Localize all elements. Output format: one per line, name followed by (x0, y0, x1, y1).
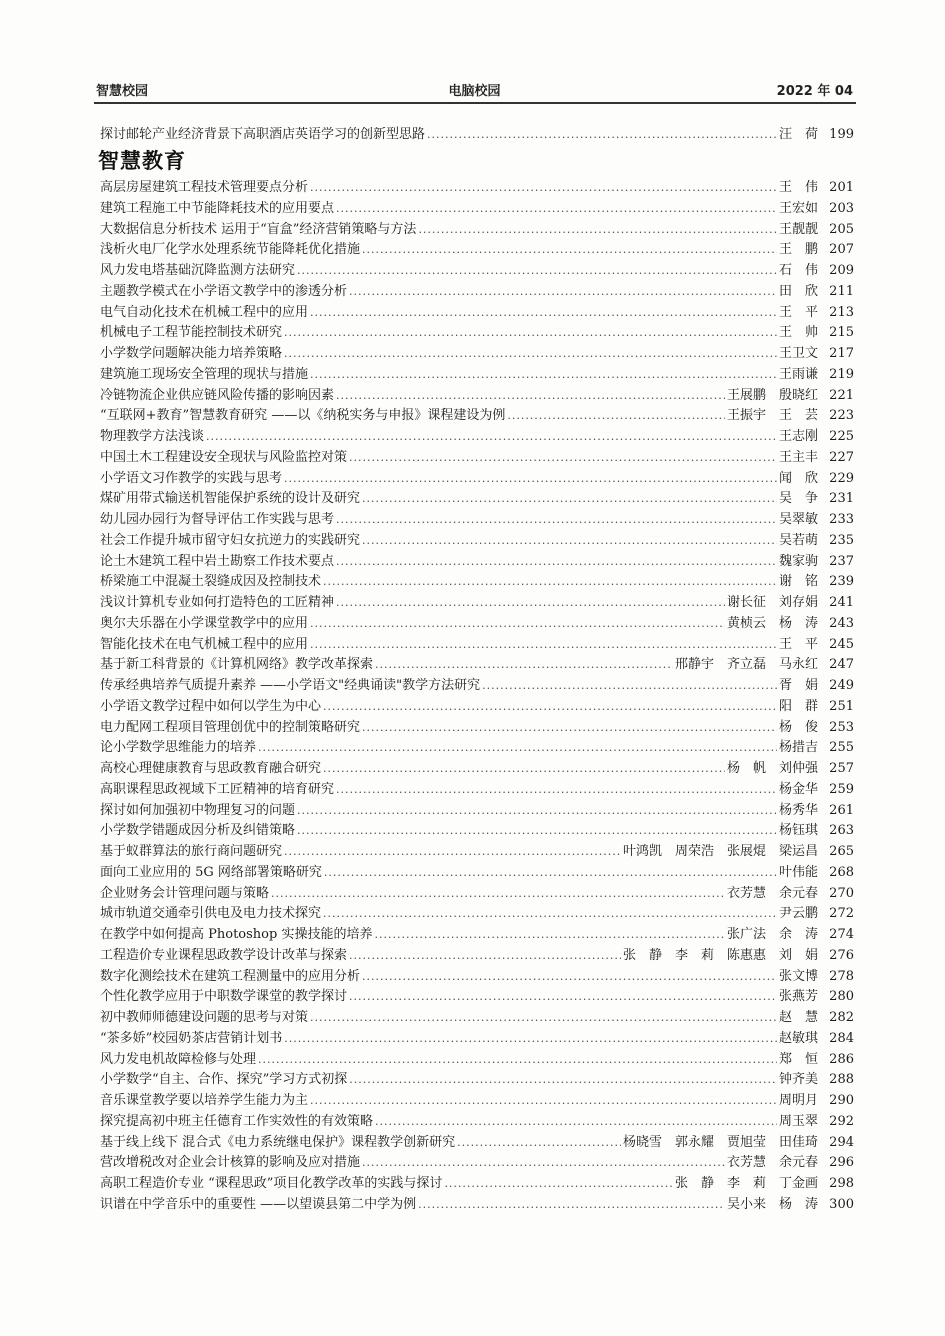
toc-page: 213 (829, 304, 854, 320)
toc-authors: 王主丰 (778, 449, 818, 465)
leader-dots (206, 427, 777, 448)
toc-row[interactable] (100, 1133, 854, 1154)
toc-title: 论土木建筑工程中岩土勘察工作技术要点 (100, 553, 335, 569)
toc-row[interactable] (100, 199, 854, 220)
toc-title: 高职工程造价专业 “课程思政”项目化教学改革的实践与探讨 (100, 1176, 443, 1191)
section-title: 智慧教育 (98, 149, 186, 173)
toc-title: 物理教学方法浅谈 (100, 429, 205, 444)
toc-authors: 杨秀华 (778, 802, 818, 818)
toc-title: 社会工作提升城市留守妇女抗逆力的实践研究 (100, 532, 361, 548)
toc-page: 249 (829, 678, 854, 693)
toc-row[interactable] (100, 1050, 854, 1071)
toc-page: 278 (829, 968, 854, 984)
leader-dots (375, 655, 673, 676)
leader-dots (349, 946, 621, 967)
toc-authors: 杨钰琪 (778, 823, 818, 839)
leader-dots (271, 884, 725, 905)
toc-authors: 叶鸿凯 周荣浩 张展焜 梁运昌 (622, 844, 818, 859)
toc-authors: 吴 争 (778, 491, 818, 507)
toc-page: 288 (829, 1072, 854, 1088)
toc-authors: 王 伟 (778, 180, 818, 195)
toc-row[interactable] (100, 1174, 854, 1195)
toc-page: 270 (829, 885, 854, 901)
toc-page: 294 (829, 1134, 854, 1150)
leader-dots (323, 759, 725, 780)
toc-title: 高职课程思政视域下工匠精神的培育研究 (100, 781, 335, 797)
toc-page: 251 (829, 698, 854, 714)
leader-dots (323, 904, 777, 925)
toc-row[interactable] (100, 469, 854, 490)
toc-authors: 钟齐美 (778, 1072, 818, 1088)
toc-title: 基于蚁群算法的旅行商问题研究 (100, 844, 283, 859)
toc-title: 风力发电机故障检修与处理 (100, 1051, 257, 1067)
leader-dots (284, 323, 777, 344)
toc-row[interactable] (100, 655, 854, 676)
toc-authors: 周玉翠 (778, 1113, 818, 1129)
toc-title: 工程造价专业课程思政教学设计改革与探索 (100, 947, 348, 963)
toc-row[interactable] (100, 448, 854, 469)
toc-row[interactable] (100, 178, 854, 199)
toc-row[interactable] (100, 489, 854, 510)
leader-dots (336, 386, 725, 407)
toc-page: 296 (829, 1155, 854, 1171)
toc-page: 215 (829, 325, 854, 341)
toc-title: 基于线上线下 混合式《电力系统继电保护》课程教学创新研究 (100, 1134, 456, 1150)
toc-page: 300 (829, 1196, 854, 1212)
toc-row[interactable] (100, 904, 854, 925)
toc-page: 257 (829, 761, 854, 776)
toc-authors: 王卫文 (778, 346, 818, 361)
toc-title: 电气自动化技术在机械工程中的应用 (100, 304, 309, 320)
toc-list (100, 178, 854, 1216)
header-left: 智慧校园 (96, 84, 149, 99)
toc-page: 239 (829, 574, 854, 590)
toc-page: 261 (829, 802, 854, 818)
toc-row[interactable] (100, 821, 854, 842)
toc-authors: 叶伟能 (778, 864, 818, 880)
toc-authors: 吴翠敏 (778, 512, 818, 527)
toc-authors: 张 静 李 莉 陈惠惠 刘 娟 (622, 947, 818, 963)
header-rule (94, 102, 856, 104)
leader-dots (418, 1195, 725, 1216)
leader-dots (507, 406, 725, 427)
toc-title: 小学语文习作教学的实践与思考 (100, 470, 283, 486)
toc-page: 243 (829, 615, 854, 631)
leader-dots (349, 282, 777, 303)
toc-authors: 张 静 李 莉 丁金画 (674, 1176, 818, 1191)
toc-page: 284 (829, 1030, 854, 1046)
toc-authors: 汪 荷 (778, 127, 818, 142)
toc-page: 290 (829, 1093, 854, 1108)
toc-authors: 魏家驹 (778, 553, 818, 569)
toc-title: 主题教学模式在小学语文教学中的渗透分析 (100, 283, 348, 299)
leader-dots (310, 1008, 777, 1029)
toc-row[interactable] (100, 697, 854, 718)
toc-title: “互联网+教育”智慧教育研究 ——以《纳税实务与申报》课程建设为例 (100, 408, 506, 424)
leader-dots (336, 199, 777, 220)
toc-authors: 王宏如 (778, 200, 818, 216)
leader-dots (310, 178, 777, 199)
toc-authors: 周明月 (778, 1093, 818, 1108)
leader-dots (362, 718, 777, 739)
toc-authors: 杨措吉 (778, 740, 818, 756)
leader-dots (418, 220, 777, 241)
toc-row[interactable] (100, 365, 854, 386)
toc-page: 199 (829, 127, 854, 142)
leader-dots (324, 863, 777, 884)
toc-row[interactable] (100, 282, 854, 303)
toc-authors: 闻 欣 (778, 470, 818, 486)
leader-dots (284, 469, 777, 490)
leader-dots (284, 1029, 777, 1050)
toc-row[interactable] (100, 1153, 854, 1174)
toc-page: 292 (829, 1113, 854, 1129)
toc-title: 高校心理健康教育与思政教育融合研究 (100, 761, 322, 776)
toc-row[interactable] (100, 801, 854, 822)
toc-authors: 吴若萌 (778, 532, 818, 548)
toc-title: 智能化技术在电气机械工程中的应用 (100, 636, 309, 652)
toc-row[interactable] (100, 1091, 854, 1112)
toc-page: 280 (829, 989, 854, 1005)
toc-row[interactable] (100, 261, 854, 282)
toc-title: 小学数学问题解决能力培养策略 (100, 346, 283, 361)
toc-page: 282 (829, 1010, 854, 1025)
toc-title: 浅析火电厂化学水处理系统节能降耗优化措施 (100, 242, 361, 258)
toc-page: 286 (829, 1051, 854, 1067)
toc-title: 机械电子工程节能控制技术研究 (100, 325, 283, 341)
toc-row[interactable] (100, 240, 854, 261)
toc-title: 在教学中如何提高 Photoshop 实操技能的培养 (100, 927, 373, 942)
toc-authors: 张文博 (778, 968, 818, 984)
header-right: 2022 年 04 (776, 84, 853, 99)
toc-title: 桥梁施工中混凝土裂缝成因及控制技术 (100, 574, 322, 590)
leader-dots (362, 531, 777, 552)
leader-dots (310, 635, 777, 656)
leader-dots (374, 925, 725, 946)
toc-row[interactable] (100, 967, 854, 988)
leader-dots (310, 365, 777, 386)
toc-authors: 王振宇 王 芸 (726, 408, 818, 424)
leader-dots (297, 261, 777, 282)
toc-authors: 王靓靓 (778, 221, 818, 237)
toc-title: 奥尔夫乐器在小学课堂教学中的应用 (100, 615, 309, 631)
toc-title: 面向工业应用的 5G 网络部署策略研究 (100, 864, 322, 880)
toc-row[interactable] (100, 427, 854, 448)
toc-page: 233 (829, 512, 854, 527)
leader-dots (362, 240, 777, 261)
toc-title: 城市轨道交通牵引供电及电力技术探究 (100, 906, 322, 922)
toc-authors: 谢长征 刘存娟 (726, 595, 818, 610)
toc-row[interactable] (100, 1112, 854, 1133)
toc-authors: 张广法 余 涛 (726, 927, 818, 942)
toc-row[interactable] (100, 946, 854, 967)
toc-authors: 王雨谦 (778, 366, 818, 382)
leader-dots (375, 1112, 777, 1133)
toc-row[interactable] (100, 552, 854, 573)
toc-authors: 郑 恒 (778, 1051, 818, 1067)
running-header (96, 80, 853, 102)
toc-page: 235 (829, 532, 854, 548)
toc-title: 数字化测绘技术在建筑工程测量中的应用分析 (100, 968, 361, 984)
toc-title: 煤矿用带式输送机智能保护系统的设计及研究 (100, 491, 361, 507)
leader-dots (297, 801, 777, 822)
toc-title: 小学数学“自主、合作、探究”学习方式初探 (100, 1072, 348, 1088)
toc-authors: 王志刚 (778, 429, 818, 444)
toc-row[interactable] (100, 987, 854, 1008)
toc-authors: 王 鹏 (778, 242, 818, 258)
toc-authors: 吴小来 杨 涛 (726, 1196, 818, 1212)
toc-title: 初中教师师德建设问题的思考与对策 (100, 1010, 309, 1025)
toc-page: 217 (829, 346, 854, 361)
toc-title: 建筑施工现场安全管理的现状与措施 (100, 366, 309, 382)
leader-dots (310, 614, 725, 635)
toc-page: 227 (829, 449, 854, 465)
toc-authors: 谢 铭 (778, 574, 818, 590)
leader-dots (336, 593, 725, 614)
leader-dots (258, 738, 777, 759)
toc-authors: 邢静宇 齐立磊 马永红 (674, 657, 818, 673)
toc-row[interactable] (100, 386, 854, 407)
toc-title: 传承经典培养气质提升素养 ——小学语文"经典诵读"教学方法研究 (100, 678, 481, 693)
leader-dots (336, 552, 777, 573)
toc-title: 探讨如何加强初中物理复习的问题 (100, 802, 296, 818)
leader-dots (284, 344, 777, 365)
toc-authors: 杨金华 (778, 781, 818, 797)
toc-authors: 衣芳慧 余元春 (726, 1155, 818, 1171)
toc-title: 基于新工科背景的《计算机网络》教学改革探索 (100, 657, 374, 673)
leader-dots (457, 1133, 621, 1154)
toc-row[interactable] (100, 738, 854, 759)
toc-page: 225 (829, 429, 854, 444)
toc-row[interactable] (100, 1070, 854, 1091)
toc-title: 企业财务会计管理问题与策略 (100, 885, 270, 901)
leader-dots (310, 303, 777, 324)
leader-dots (349, 448, 777, 469)
toc-title: 个性化教学应用于中职数学课堂的教学探讨 (100, 989, 348, 1005)
toc-title: 高层房屋建筑工程技术管理要点分析 (100, 180, 309, 195)
leader-dots (323, 697, 777, 718)
toc-row[interactable] (100, 925, 854, 946)
toc-page: 221 (829, 387, 854, 403)
toc-title: “茶多娇”校园奶茶店营销计划书 (100, 1030, 283, 1046)
toc-authors: 杨 帆 刘仲强 (726, 761, 818, 776)
toc-page: 263 (829, 823, 854, 839)
toc-row[interactable] (100, 635, 854, 656)
toc-title: 小学语文教学过程中如何以学生为中心 (100, 698, 322, 714)
toc-authors: 王 平 (778, 636, 818, 652)
toc-row[interactable] (100, 780, 854, 801)
leader-dots (349, 1070, 777, 1091)
toc-row[interactable] (100, 572, 854, 593)
toc-row[interactable] (100, 614, 854, 635)
toc-title: 小学数学错题成因分析及纠错策略 (100, 823, 296, 839)
toc-authors: 石 伟 (778, 263, 818, 278)
toc-authors: 杨 俊 (778, 719, 818, 735)
toc-row[interactable] (100, 759, 854, 780)
toc-authors: 赵敏琪 (778, 1030, 818, 1046)
toc-authors: 王 平 (778, 304, 818, 320)
leader-dots (427, 125, 777, 146)
toc-authors: 赵 慧 (778, 1010, 818, 1025)
toc-page: 211 (829, 283, 854, 299)
toc-row[interactable] (100, 1008, 854, 1029)
toc-page: 268 (829, 864, 854, 880)
toc-row[interactable] (100, 323, 854, 344)
toc-page: 247 (829, 657, 854, 673)
toc-row[interactable] (100, 863, 854, 884)
toc-row[interactable] (100, 344, 854, 365)
toc-authors: 阳 群 (778, 698, 818, 714)
toc-title: 探讨邮轮产业经济背景下高职酒店英语学习的创新型思路 (100, 127, 426, 142)
toc-page: 241 (829, 595, 854, 610)
toc-row[interactable] (100, 718, 854, 739)
toc-page: 245 (829, 636, 854, 652)
toc-authors: 黄桢云 杨 涛 (726, 615, 818, 631)
toc-title: 幼儿园办园行为督导评估工作实践与思考 (100, 512, 335, 527)
toc-page: 272 (829, 906, 854, 922)
toc-row[interactable] (100, 676, 854, 697)
toc-page: 276 (829, 947, 854, 963)
toc-page: 253 (829, 719, 854, 735)
toc-authors: 王展鹏 殷晓红 (726, 387, 818, 403)
toc-page: 201 (829, 180, 854, 195)
leader-dots (362, 489, 777, 510)
leader-dots (284, 842, 621, 863)
toc-authors: 杨晓雪 郭永耀 贾旭莹 田佳琦 (622, 1134, 818, 1150)
toc-page: 219 (829, 366, 854, 382)
leader-dots (258, 1050, 777, 1071)
toc-title: 识谱在中学音乐中的重要性 ——以望谟县第二中学为例 (100, 1196, 417, 1212)
toc-title: 探究提高初中班主任德育工作实效性的有效策略 (100, 1113, 374, 1129)
toc-title: 浅议计算机专业如何打造特色的工匠精神 (100, 595, 335, 610)
leader-dots (336, 780, 777, 801)
toc-page: 259 (829, 781, 854, 797)
leader-dots (310, 1091, 777, 1112)
toc-row[interactable] (100, 125, 854, 146)
toc-row[interactable] (100, 842, 854, 863)
toc-page: 265 (829, 844, 854, 859)
leader-dots (444, 1174, 673, 1195)
toc-title: 大数据信息分析技术 运用于“盲盒”经济营销策略与方法 (100, 221, 417, 237)
leader-dots (362, 1153, 725, 1174)
toc-row[interactable] (100, 303, 854, 324)
toc-title: 电力配网工程项目管理创优中的控制策略研究 (100, 719, 361, 735)
toc-row[interactable] (100, 1195, 854, 1216)
toc-row[interactable] (100, 531, 854, 552)
toc-first-entry (100, 125, 854, 146)
toc-title: 建筑工程施工中节能降耗技术的应用要点 (100, 200, 335, 216)
toc-authors: 衣芳慧 余元春 (726, 885, 818, 901)
toc-page: 207 (829, 242, 854, 258)
toc-row[interactable] (100, 510, 854, 531)
header-center: 电脑校园 (448, 84, 501, 99)
toc-row[interactable] (100, 593, 854, 614)
toc-title: 风力发电塔基础沉降监测方法研究 (100, 263, 296, 278)
toc-page: 274 (829, 927, 854, 942)
leader-dots (297, 821, 777, 842)
toc-row[interactable] (100, 1029, 854, 1050)
toc-title: 音乐课堂教学要以培养学生能力为主 (100, 1093, 309, 1108)
toc-page: 209 (829, 263, 854, 278)
toc-authors: 田 欣 (778, 283, 818, 299)
toc-authors: 张燕芳 (778, 989, 818, 1005)
leader-dots (482, 676, 777, 697)
leader-dots (323, 572, 777, 593)
leader-dots (362, 967, 777, 988)
toc-title: 营改增税改对企业会计核算的影响及应对措施 (100, 1155, 361, 1171)
toc-title: 论小学数学思维能力的培养 (100, 740, 257, 756)
toc-page: 229 (829, 470, 854, 486)
toc-authors: 胥 娟 (778, 678, 818, 693)
toc-title: 中国土木工程建设安全现状与风险监控对策 (100, 449, 348, 465)
leader-dots (336, 510, 777, 531)
leader-dots (349, 987, 777, 1008)
toc-authors: 尹云鹏 (778, 906, 818, 922)
toc-page: 298 (829, 1176, 854, 1191)
toc-row[interactable] (100, 884, 854, 905)
toc-page: 237 (829, 553, 854, 569)
toc-page: 205 (829, 221, 854, 237)
toc-authors: 王 帅 (778, 325, 818, 341)
toc-page: 255 (829, 740, 854, 756)
toc-page: 223 (829, 408, 854, 424)
toc-title: 冷链物流企业供应链风险传播的影响因素 (100, 387, 335, 403)
toc-row[interactable] (100, 406, 854, 427)
toc-page: 203 (829, 200, 854, 216)
toc-row[interactable] (100, 220, 854, 241)
toc-page: 231 (829, 491, 854, 507)
